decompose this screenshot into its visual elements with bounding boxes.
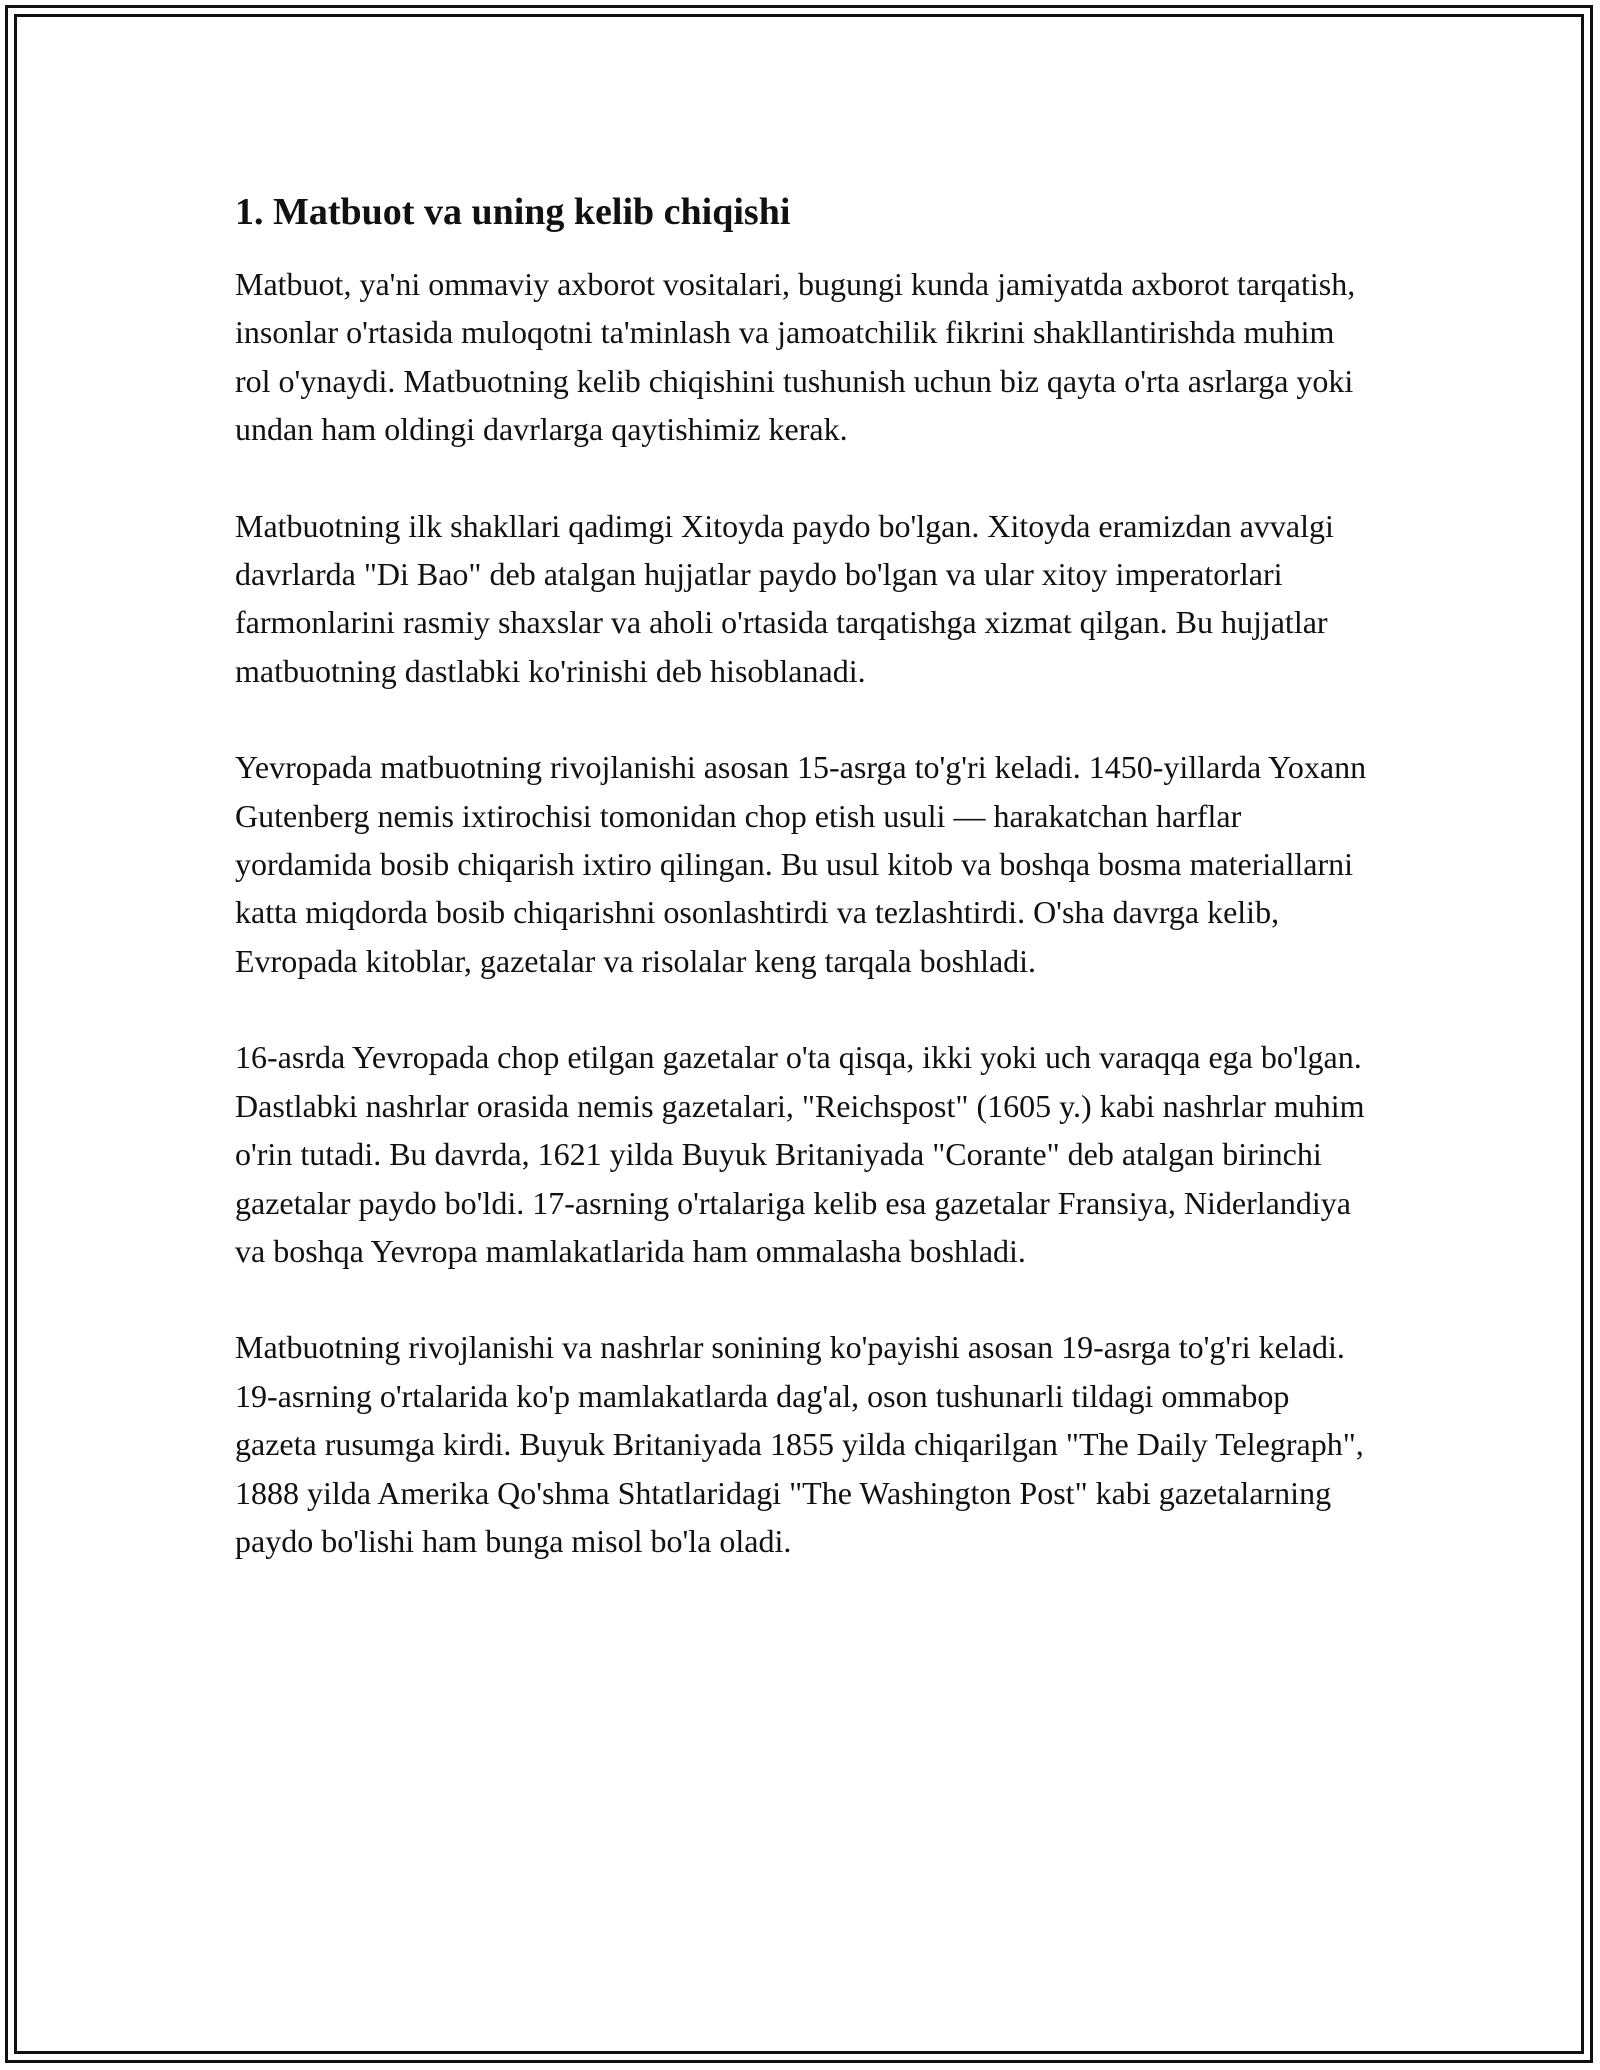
- paragraph-intro: Matbuot, ya'ni ommaviy axborot vositalari, bugungi kunda jamiyatda axborot tarqatish, insonlar o'rtasida muloqotni ta'minlash va jamoatchilik fikrini shakllantirishda muhim rol o'ynaydi. Matbuotning kelib chiqishini tushunish uchun biz qayta o'rta asrlarga yoki undan ham oldingi davrlarga qaytishimiz kerak.: [235, 266, 1356, 448]
- paragraph-19th-century: Matbuotning rivojlanishi va nashrlar sonining ko'payishi asosan 19-asrga to'g'ri keladi. 19-asrning o'rtalarida ko'p mamlakatlarda dag'al, oson tushunarli tildagi ommabop gazeta rusumga kirdi. Buyuk Britaniyada 1855 yilda chiqarilgan "The Daily Telegraph", 1888 yilda Amerika Qo'shma Shtatlaridagi "The Washington Post" kabi gazetalarning paydo bo'lishi ham bunga misol bo'la oladi.: [235, 1329, 1364, 1559]
- paragraph-china: Matbuotning ilk shakllari qadimgi Xitoyda paydo bo'lgan. Xitoyda eramizdan avvalgi davrlarda "Di Bao" deb atalgan hujjatlar paydo bo'lgan va ular xitoy imperatorlari farmonlarini rasmiy shaxslar va aholi o'rtasida tarqatishga xizmat qilgan. Bu hujjatlar matbuotning dastlabki ko'rinishi deb hisoblanadi.: [235, 507, 1334, 689]
- paragraph-gutenberg: Yevropada matbuotning rivojlanishi asosan 15-asrga to'g'ri keladi. 1450-yillarda Yoxann Gutenberg nemis ixtirochisi tomonidan chop etish usuli — harakatchan harflar yordamida bosib chiqarish ixtiro qilingan. Bu usul kitob va boshqa bosma materiallarni katta miqdorda bosib chiqarishni osonlashtirdi va tezlashtirdi. O'sha davrga kelib, Evropada kitoblar, gazetalar va risolalar keng tarqala boshladi.: [235, 749, 1367, 979]
- paragraph-16th-century: 16-asrda Yevropada chop etilgan gazetalar o'ta qisqa, ikki yoki uch varaqqa ega bo'lgan. Dastlabki nashrlar orasida nemis gazetalari, "Reichspost" (1605 y.) kabi nashrlar muhim o'rin tutadi. Bu davrda, 1621 yilda Buyuk Britaniyada "Corante" deb atalgan birinchi gazetalar paydo bo'ldi. 17-asrning o'rtalariga kelib esa gazetalar Fransiya, Niderlandiya va boshqa Yevropa mamlakatlarida ham ommalasha boshladi.: [235, 1039, 1365, 1269]
- section-heading: 1. Matbuot va uning kelib chiqishi: [235, 191, 791, 233]
- document-body: [235, 188, 1375, 1613]
